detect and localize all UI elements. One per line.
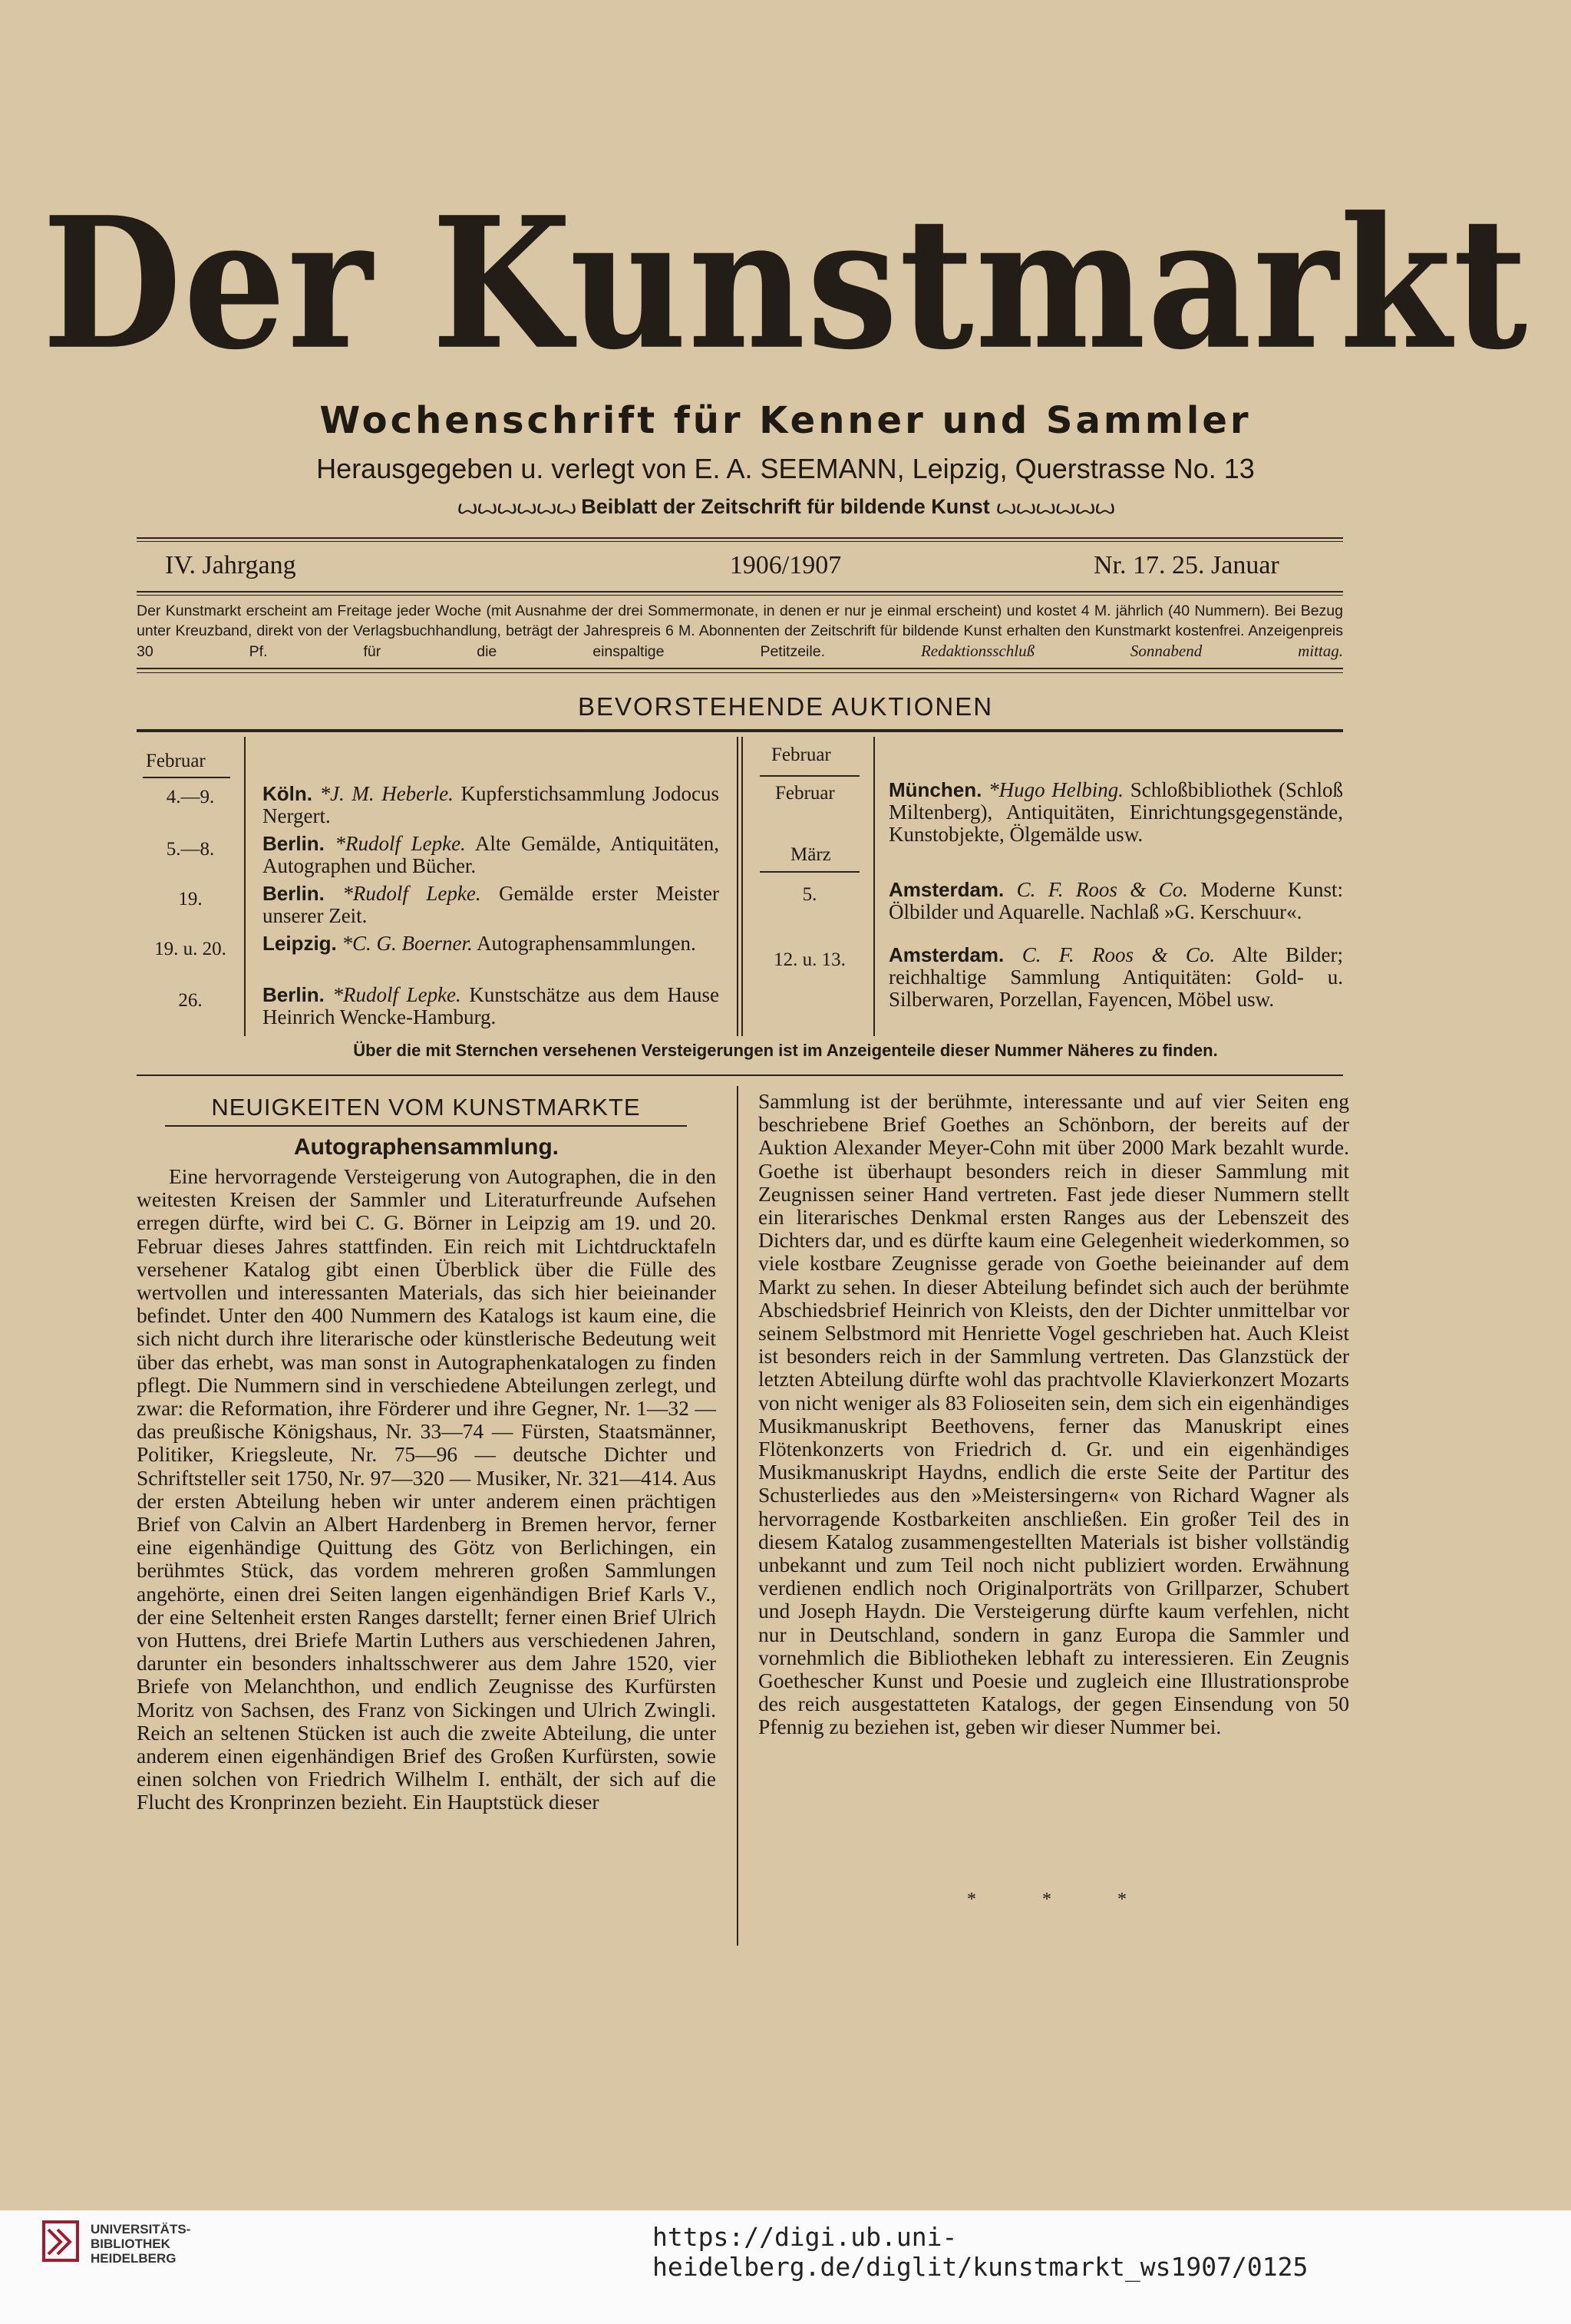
permalink-url[interactable]: https://digi.ub.uni-heidelberg.de/diglit/kunstmarkt_ws1907/0125 — [652, 2222, 1309, 2282]
auction-entry — [889, 779, 1343, 846]
rule — [143, 777, 230, 778]
auction-house: *Rudolf Lepke. — [342, 882, 481, 905]
library-line: UNIVERSITÄTS- — [91, 2222, 191, 2237]
article-column-right: Sammlung ist der berühmte, interessante und auf vier Seiten eng beschriebene Brief Goethes an Schönborn, der bereits auf der Auktion Alexander Meyer-Cohn mit über 2000 Mark bezahlt wurde. Goethe ist überhaupt besonders reich in dieser Sammlung mit Zeugnissen seiner Hand vertreten. Fast jede dieser Nummern stellt ein literarisches Denkmal ersten Ranges aus der Lebenszeit des Dichters dar, und es dürfte kaum eine Gelegenheit wiederkommen, so viele kostbare Zeugnisse gerade von Goethe beieinander auf dem Markt zu sehen. In dieser Abteilung befindet sich auch der berühmte Abschiedsbrief Heinrich von Kleists, den der Dichter unmittelbar vor seinem Selbstmord mit Henriette Vogel geschrieben hat. Auch Kleist ist besonders reich in der Sammlung vertreten. Das Glanzstück der letzten Abteilung dürfte wohl das prachtvolle Klavierkonzert Mozarts von nicht weniger als 83 Folioseiten sein, dem sich ein eigenhändiges Musikmanuskript Beethovens, ferner das Manuskript eines Flötenkonzerts von Friedrich d. Gr. und ein eigenhändiges Musikmanuskript Haydns, endlich die erste Seite der Partitur des Schusterliedes aus den »Meistersingern« von Richard Wagner als hervorragende Kostbarkeiten anschließen. Ein großer Teil des in diesem Katalog zusammengestellten Materials ist bisher vollständig unbekannt und zum Teil noch nicht publiziert worden. Erwähnung verdienen endlich noch Originalporträts von Grillparzer, Schubert und Joseph Haydn. Die Versteigerung dürfte kaum verfehlen, nicht nur in Deutschland, sondern in ganz Europa die Sammler und vornehmlich die Bibliotheken lebhaft zu interessieren. Ein Zeugnis Goethescher Kunst und Poesie und zugleich eine Illustrationsprobe des reich ausgestatteten Katalogs, der gegen Einsendung von 50 Pfennig zu beziehen ist, geben wir dieser Nummer bei. — [758, 1089, 1349, 1739]
auction-description: Kunstschätze aus dem Hause Heinrich Wencke-Hamburg. — [262, 983, 720, 1028]
auction-city: Amsterdam. — [889, 943, 1005, 966]
issue-volume: IV. Jahrgang — [165, 551, 296, 579]
supplement-line — [0, 495, 1571, 519]
auction-entry — [262, 833, 719, 877]
issue-number-date: Nr. 17. 25. Januar — [1094, 551, 1279, 579]
subscription-notice — [137, 601, 1343, 662]
auction-date: 5.—8. — [166, 839, 215, 860]
auction-entry — [262, 984, 719, 1028]
left-month-header: Februar — [146, 751, 206, 771]
auction-date: 5. — [802, 884, 817, 905]
rule — [760, 871, 860, 873]
rule — [137, 729, 1343, 732]
auction-description: Alte Gemälde, Antiquitäten, Autographen und Bücher. — [262, 832, 719, 877]
masthead-title: Der Kunstmarkt — [41, 177, 1530, 390]
auction-house: *Rudolf Lepke. — [335, 832, 466, 855]
auction-entry — [262, 783, 719, 827]
auction-city: Amsterdam. — [889, 878, 1005, 901]
auction-entry — [889, 944, 1343, 1011]
rule — [760, 775, 860, 777]
news-heading: NEUIGKEITEN VOM KUNSTMARKTE — [211, 1094, 641, 1121]
library-line: BIBLIOTHEK — [91, 2237, 170, 2251]
rule — [137, 591, 1343, 593]
auction-house: C. F. Roos & Co. — [1021, 943, 1216, 966]
auction-entry — [262, 883, 719, 927]
supplement-text: Beiblatt der Zeitschrift für bildende Kunst — [581, 495, 990, 518]
auction-date: 12. u. 13. — [774, 949, 846, 970]
rule — [137, 668, 1343, 669]
auction-date: 19. — [178, 889, 203, 909]
news-subheading: Autographensammlung. — [293, 1134, 559, 1160]
auction-description: Kupferstichsammlung Jodocus Nergert. — [262, 782, 720, 827]
auction-city: München. — [889, 778, 982, 801]
auction-description: Moderne Kunst: Ölbilder und Aquarelle. Nachlaß »G. Kerschuur«. — [889, 878, 1344, 923]
ornament-left: ꙍꙍꙍꙍꙍꙍ — [457, 495, 576, 518]
article-column-left: Eine hervorragende Versteigerung von Autographen, die in den weitesten Kreisen der Sammler und Literaturfreunde Aufsehen erregen dürfte, wird bei C. G. Börner in Leipzig am 19. und 20. Februar dieses Jahres stattfinden. Ein reich mit Lichtdrucktafeln versehener Katalog gibt einen Überblick über die Fülle des wertvollen und interessanten Materials, das sich hier beieinander befindet. Unter den 400 Nummern des Katalogs ist kaum eine, die sich nicht durch ihre literarische oder künstlerische Bedeutung weit über das erhebt, was man sonst in Autographenkatalogen zu finden pflegt. Die Nummern sind in verschiedene Abteilungen zerlegt, und zwar: die Reformation, ihre Förderer und ihre Gegner, Nr. 1—32 — das preußische Königshaus, Nr. 33—74 — Fürsten, Staatsmänner, Politiker, Kriegsleute, Nr. 75—96 — deutsche Dichter und Schriftsteller seit 1750, Nr. 97—320 — Musiker, Nr. 321—414. Aus der ersten Abteilung heben wir unter anderem einen prächtigen Brief von Calvin an Albert Hardenberg in Bremen hervor, ferner eine eigenhändige Quittung des Götz von Berlichingen, ein berühmtes Stück, das vordem mehreren großen Sammlungen angehörte, einen drei Seiten langen eigenhändigen Brief Karls V., der eine Seltenheit ersten Ranges darstellt; ferner einen Brief Ulrich von Huttens, drei Briefe Martin Luthers aus verschiedenen Jahren, darunter ein besonders inhaltsschwerer aus dem Jahre 1520, vier Briefe von Melanchthon, und endlich Zeugnisse des Kurfürsten Moritz von Sachsen, des Franz von Sickingen und Ulrich Zwingli. Reich an seltenen Stücken ist auch die zweite Abteilung, die unter anderem einen eigenhändigen Brief des Großen Kurfürsten, sowie einen solchen von Friedrich Wilhelm I. enthält, der sich auf die Flucht des Kronprinzen bezieht. Ein Hauptstück dieser — [137, 1164, 716, 1814]
publisher-line: Herausgegeben u. verlegt von E. A. SEEMANN, Leipzig, Querstrasse No. 13 — [316, 453, 1255, 484]
masthead-subtitle: Wochenschrift für Kenner und Sammler — [319, 399, 1252, 442]
column-divider — [741, 737, 743, 1036]
auction-house: C. F. Roos & Co. — [1016, 878, 1188, 901]
column-divider — [873, 737, 875, 1036]
auction-date: 19. u. 20. — [154, 939, 226, 959]
auction-entry — [889, 879, 1343, 923]
auction-house: *Hugo Helbing. — [988, 778, 1124, 801]
auction-description: Schloßbibliothek (Schloß Miltenberg), Antiquitäten, Einrichtungsgegenstände, Kunstobjekte, Ölgemälde usw. — [889, 778, 1343, 846]
auction-city: Köln. — [262, 782, 312, 805]
auction-date: 26. — [178, 990, 203, 1011]
library-line: HEIDELBERG — [91, 2251, 177, 2266]
issue-year: 1906/1907 — [729, 551, 842, 579]
auction-city: Berlin. — [262, 882, 325, 905]
auction-house: *C. G. Boerner. — [342, 932, 473, 955]
rule — [165, 1125, 687, 1127]
auction-footnote: Über die mit Sternchen versehenen Versteigerungen ist im Anzeigenteile dieser Nummer Näheres zu finden. — [353, 1041, 1218, 1060]
auction-city: Leipzig. — [262, 932, 337, 955]
rule — [137, 541, 1343, 542]
auction-house: *J. M. Heberle. — [319, 782, 454, 805]
notice-deadline: Redaktionsschluß Sonnabend mittag. — [920, 642, 1343, 660]
auction-description: Alte Bilder; reichhaltige Sammlung Antiquitäten: Gold- u. Silberwaren, Porzellan, Fayencen, Möbel usw. — [889, 943, 1344, 1011]
right-month-header: Februar — [771, 744, 831, 765]
rule — [137, 1075, 1343, 1076]
notice-text: Der Kunstmarkt erscheint am Freitage jeder Woche (mit Ausnahme der drei Sommermonate, in denen er nur je einmal erscheint) und kostet 4 M. jährlich (40 Nummern). Bei Bezug unter Kreuzband, direkt von der Verlagsbuchhandlung, beträgt der Jahrespreis 6 M. Abonnenten der Zeitschrift für bildende Kunst erhalten den Kunstmarkt kostenfrei. Anzeigenpreis 30 Pf. für die einspaltige Petitzeile. — [137, 602, 1343, 660]
right-month-mar: März — [790, 844, 831, 865]
auction-description: Autographensammlungen. — [477, 932, 696, 955]
library-logo-icon — [42, 2220, 79, 2262]
rule — [137, 672, 1343, 673]
auction-house: *Rudolf Lepke. — [332, 983, 461, 1006]
rule — [137, 595, 1343, 596]
library-name — [91, 2222, 190, 2266]
column-divider — [737, 737, 738, 1036]
right-month-feb: Februar — [775, 783, 835, 804]
auction-date: 4.—9. — [166, 787, 215, 807]
column-divider — [244, 737, 246, 1036]
column-divider — [737, 1086, 738, 1946]
rule — [137, 537, 1343, 539]
auction-city: Berlin. — [262, 832, 325, 855]
auction-description: Gemälde erster Meister unserer Zeit. — [262, 882, 720, 927]
section-asterisks: * * * — [967, 1890, 1157, 1910]
auction-city: Berlin. — [262, 983, 325, 1006]
auctions-heading: BEVORSTEHENDE AUKTIONEN — [577, 692, 994, 721]
auction-entry — [262, 933, 719, 955]
ornament-right: ꙍꙍꙍꙍꙍꙍ — [995, 495, 1114, 518]
